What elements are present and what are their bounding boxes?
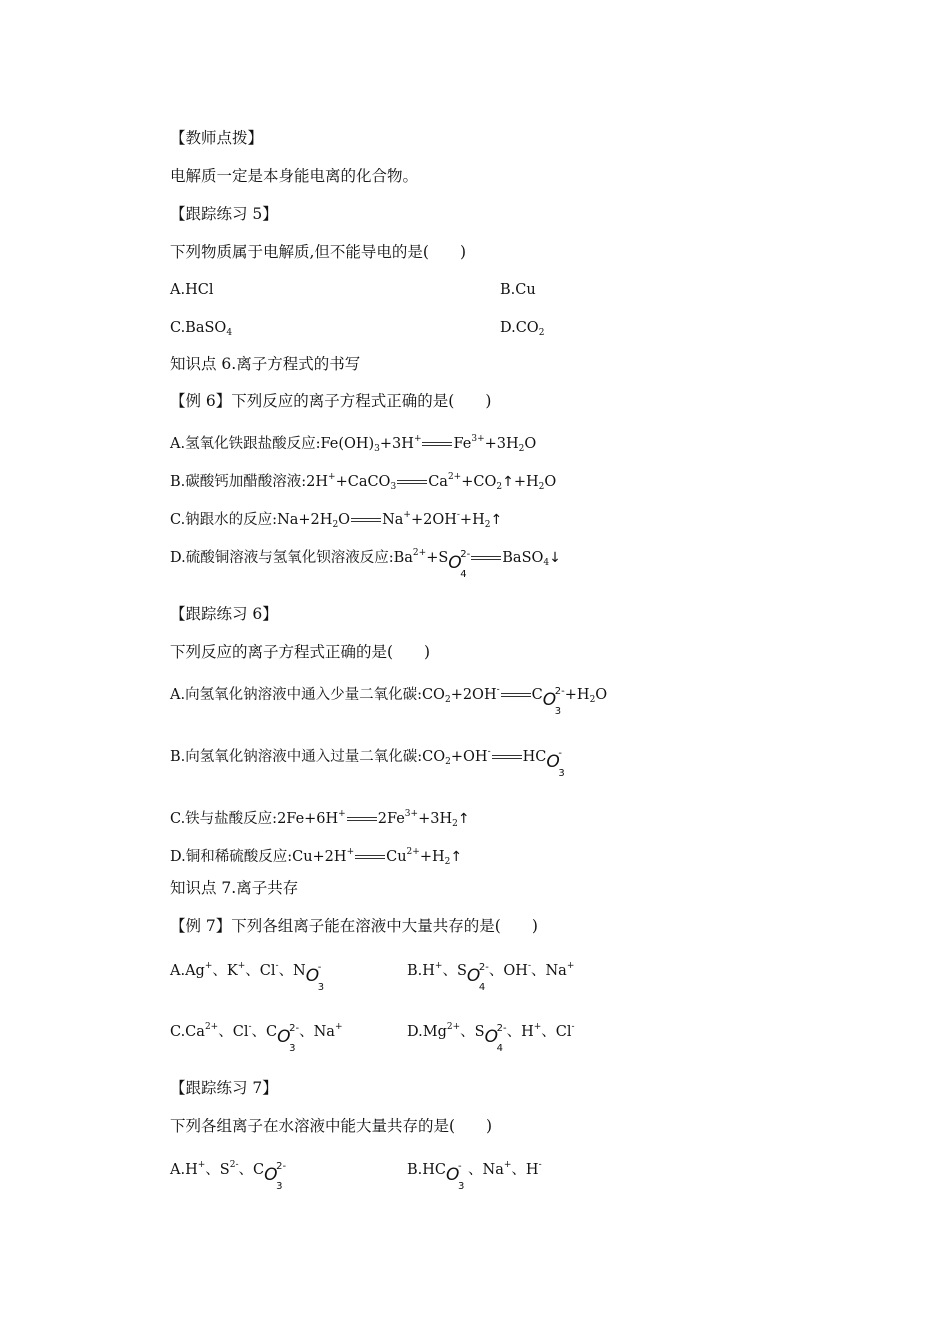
practice6-option-b: B.向氢氧化钠溶液中通入过量二氧化碳$:CO_2+OH^-$ HC O 3 - — [170, 742, 568, 782]
teacher-tip-text: 电解质一定是本身能电离的化合物。 — [170, 167, 419, 185]
practice5-option-b: B.Cu — [500, 282, 536, 298]
example6-question: 【例 6】下列反应的离子方程式正确的是( ) — [170, 392, 492, 410]
practice7-heading: 【跟踪练习 7】 — [170, 1079, 278, 1097]
equals-sign — [397, 480, 427, 484]
practice5-option-d: $D.CO_2$ — [500, 320, 545, 338]
practice7-question: 下列各组离子在水溶液中能大量共存的是( ) — [170, 1117, 493, 1135]
practice6-option-a: A.向氢氧化钠溶液中通入少量二氧化碳$:CO_2+2OH^-$ C O 3 2- $+H_2O$ — [170, 680, 607, 720]
carbonate-ion: O 3 2- — [542, 686, 565, 717]
carbonate-ion: O 3 2- — [264, 1161, 287, 1192]
equals-sign — [351, 518, 381, 522]
example6-option-c: C.钠跟水的反应$:Na+2H_2O$ $Na^++2OH^-+H_2↑$ — [170, 510, 503, 530]
practice6-option-d: D.铜和稀硫酸反应:Cu+2H+ $Cu^{2+}+H_2↑$ — [170, 847, 463, 867]
example6-option-d: D.硫酸铜溶液与氢氧化钡溶液反应$:Ba^{2+}+S$ O 4 2- BaSO$_4$↓ — [170, 543, 561, 583]
example7-option-d: $D.Mg^{2+}$、S O 4 2- 、H+、Cl- — [407, 1017, 575, 1057]
example7-option-b: B.H+、S O 4 2- 、OH-、Na+ — [407, 956, 574, 996]
gas-arrow-icon: ↑ — [490, 512, 503, 528]
bicarbonate-ion: O 3 - — [546, 748, 565, 779]
equals-sign — [355, 855, 385, 859]
equals-sign — [422, 442, 452, 446]
carbonate-ion: O 3 2- — [277, 1023, 300, 1054]
sulfate-ion: O 4 2- — [448, 549, 471, 580]
bicarbonate-ion: O 3 - — [446, 1161, 465, 1192]
equals-sign — [471, 556, 501, 560]
practice7-option-b: B.HC O 3 - 、Na+、H- — [407, 1155, 542, 1195]
practice5-options-row1 — [170, 280, 213, 300]
example7-question: 【例 7】下列各组离子能在溶液中大量共存的是( ) — [170, 917, 538, 935]
practice6-question: 下列反应的离子方程式正确的是( ) — [170, 643, 431, 661]
sulfate-ion: O 4 2- — [466, 962, 489, 993]
knowledge-point-7: 知识点 7.离子共存 — [170, 879, 299, 897]
equals-sign — [492, 755, 522, 759]
equals-sign — [501, 693, 531, 697]
sulfate-ion: O 4 2- — [484, 1023, 507, 1054]
example6-option-a: A.氢氧化铁跟盐酸反应$:Fe(OH)_3+3H^+$ $Fe^{3+}+3H_2O$ — [170, 434, 537, 454]
practice6-option-c: C.铁与盐酸反应:2Fe+6H+ $2Fe^{3+}+3H_2↑$ — [170, 809, 470, 829]
example6-option-b: B.碳酸钙加醋酸溶液:2H++CaCO$_3$ $Ca^{2+}+CO_2↑+H_2O$ — [170, 472, 557, 492]
practice5-option-c: C.BaSO$_4$ — [170, 320, 233, 338]
teacher-tip-heading: 【教师点拨】 — [170, 129, 264, 147]
nitrate-ion: O 3 - — [305, 962, 325, 993]
example7-option-c: $C.Ca^{2+}$、Cl-、C O 3 2- 、Na+ — [170, 1017, 343, 1057]
practice5-option-a: A.HCl — [170, 282, 214, 298]
gas-arrow-icon: ↑ — [457, 811, 470, 827]
gas-arrow-icon: ↑ — [450, 849, 463, 865]
gas-arrow-icon: ↑ — [502, 474, 514, 490]
equals-sign — [347, 817, 377, 821]
precipitate-arrow-icon: ↓ — [549, 550, 561, 566]
practice5-question: 下列物质属于电解质,但不能导电的是( ) — [170, 243, 467, 261]
practice6-heading: 【跟踪练习 6】 — [170, 605, 278, 623]
knowledge-point-6: 知识点 6.离子方程式的书写 — [170, 355, 361, 373]
practice7-option-a: A.H+、$S^{2-}$、C O 3 2- — [170, 1155, 286, 1195]
example7-option-a: A.Ag+、K+、Cl-、N O 3 - — [170, 956, 328, 996]
practice5-heading: 【跟踪练习 5】 — [170, 205, 278, 223]
